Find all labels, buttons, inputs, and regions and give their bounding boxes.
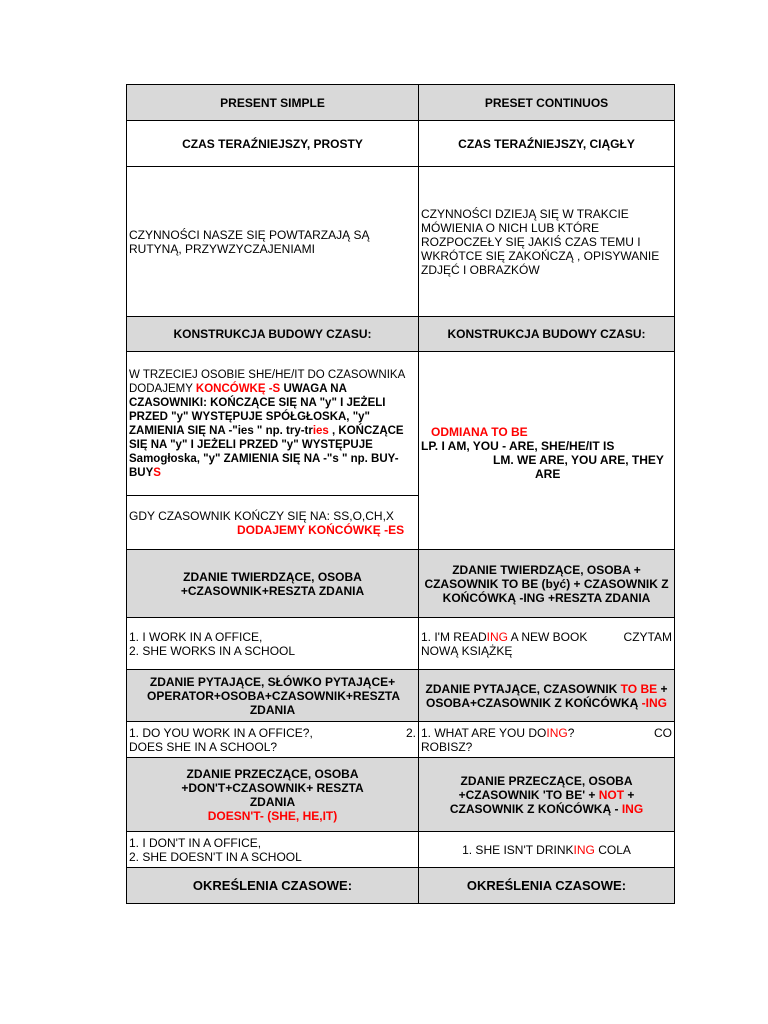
ps-usage: CZYNNOŚCI NASZE SIĘ POWTARZAJĄ SĄ RUTYNĄ, PRZYWZYCZAJENIAMI xyxy=(127,167,419,317)
pc-time-expressions: OKREŚLENIA CZASOWE: xyxy=(419,868,675,904)
ps-negative-examples: 1. I DON'T IN A OFFICE, 2. SHE DOESN'T IN A SCHOOL xyxy=(127,832,419,868)
ps-question-examples: 1. DO YOU WORK IN A OFFICE?, 2. DOES SHE IN A SCHOOL? xyxy=(127,722,419,758)
ps-construction-heading: KONSTRUKCJA BUDOWY CZASU: xyxy=(127,317,419,352)
pc-usage: CZYNNOŚCI DZIEJĄ SIĘ W TRAKCIE MÓWIENIA O NICH LUB KTÓRE ROZPOCZEŁY SIĘ JAKIŚ CZAS TEMU I WKRÓTCE SIĘ ZAKOŃCZĄ , OPISYWANIE ZDJĘĆ I OBRAZKÓW xyxy=(419,167,675,317)
present-simple-header: PRESENT SIMPLE xyxy=(127,85,419,121)
grammar-table xyxy=(126,84,675,904)
pc-subheader: CZAS TERAŹNIEJSZY, CIĄGŁY xyxy=(419,121,675,167)
ps-negative-rule: ZDANIE PRZECZĄCE, OSOBA +DON'T+CZASOWNIK+ RESZTA ZDANIA DOESN'T- (SHE, HE,IT) xyxy=(127,758,419,832)
pc-affirmative-example: 1. I'M READING A NEW BOOK CZYTAM NOWĄ KSIĄŻKĘ xyxy=(419,618,675,670)
ps-affirmative-examples: 1. I WORK IN A OFFICE, 2. SHE WORKS IN A SCHOOL xyxy=(127,618,419,670)
ps-es-rule: GDY CZASOWNIK KOŃCZY SIĘ NA: SS,O,CH,X DODAJEMY KOŃCÓWKĘ -ES xyxy=(127,496,419,550)
pc-question-rule: ZDANIE PYTAJĄCE, CZASOWNIK TO BE + OSOBA+CZASOWNIK Z KOŃCÓWKĄ -ING xyxy=(419,670,675,722)
ps-third-person-rule: W TRZECIEJ OSOBIE SHE/HE/IT DO CZASOWNIKA DODAJEMY KONCÓWKĘ -S UWAGA NA CZASOWNIKI: KOŃCZĄCE SIĘ NA "y" I JEŻELI PRZED "y" WYSTĘPUJE SPÓŁGŁOSKA, "y" ZAMIENIA SIĘ NA -"ies " np. try-tries , KOŃCZĄCE SIĘ NA "y" I JEŻELI PRZED "y" WYSTĘPUJE Samogłoska, "y" ZAMIENIA SIĘ NA -"s " np. BUY-BUYS xyxy=(127,352,419,496)
ps-question-rule: ZDANIE PYTAJĄCE, SŁÓWKO PYTAJĄCE+ OPERATOR+OSOBA+CZASOWNIK+RESZTA ZDANIA xyxy=(127,670,419,722)
pc-affirmative-rule: ZDANIE TWIERDZĄCE, OSOBA + CZASOWNIK TO BE (być) + CZASOWNIK Z KOŃCÓWKĄ -ING +RESZTA ZDANIA xyxy=(419,550,675,618)
ps-affirmative-rule: ZDANIE TWIERDZĄCE, OSOBA +CZASOWNIK+RESZTA ZDANIA xyxy=(127,550,419,618)
present-continuous-header: PRESET CONTINUOS xyxy=(419,85,675,121)
ps-time-expressions: OKREŚLENIA CZASOWE: xyxy=(127,868,419,904)
pc-negative-example: 1. SHE ISN'T DRINKING COLA xyxy=(419,832,675,868)
pc-to-be-conjugation: ODMIANA TO BE LP. I AM, YOU - ARE, SHE/HE/IT IS LM. WE ARE, YOU ARE, THEY ARE xyxy=(419,352,675,550)
pc-question-example: 1. WHAT ARE YOU DOING? CO ROBISZ? xyxy=(419,722,675,758)
pc-negative-rule: ZDANIE PRZECZĄCE, OSOBA +CZASOWNIK 'TO BE' + NOT + CZASOWNIK Z KOŃCÓWKĄ - ING xyxy=(419,758,675,832)
pc-construction-heading: KONSTRUKCJA BUDOWY CZASU: xyxy=(419,317,675,352)
ps-subheader: CZAS TERAŹNIEJSZY, PROSTY xyxy=(127,121,419,167)
